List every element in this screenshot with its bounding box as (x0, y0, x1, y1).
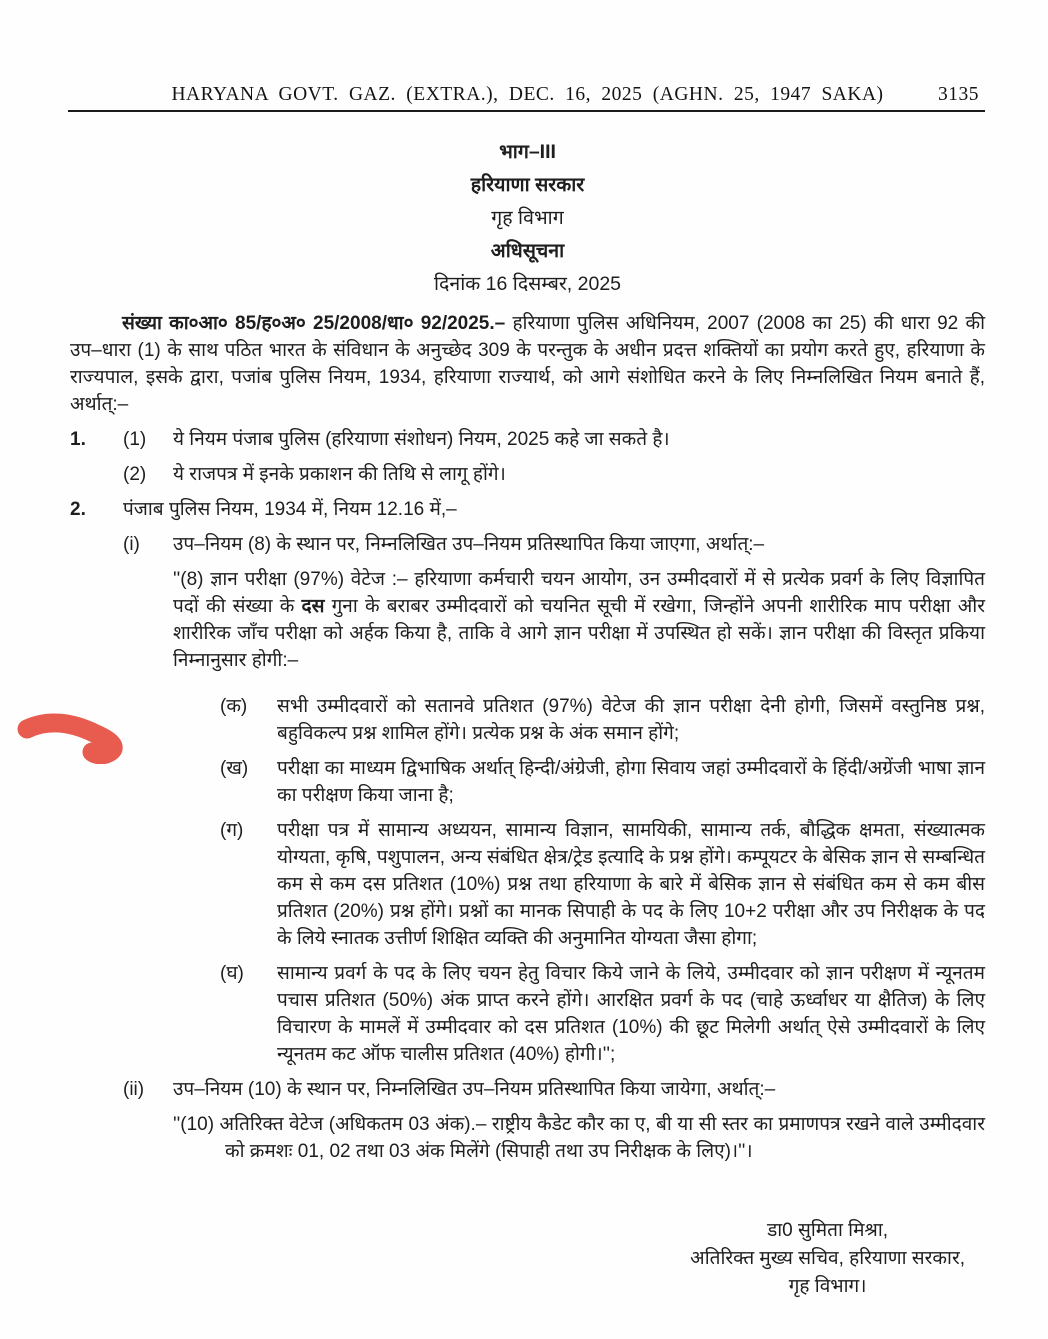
clause-ii-text: उप–नियम (10) के स्थान पर, निम्नलिखित उप–नियम प्रतिस्थापित किया जायेगा, अर्थात्:– (173, 1079, 776, 1100)
point-ga-text: परीक्षा पत्र में सामान्य अध्ययन, सामान्य विज्ञान, सामयिकी, सामान्य तर्क, बौद्धिक क्षमता, संख्यात्मक योग्यता, कृषि, पशुपालन, अन्य संबंधित क्षेत्र/ट्रेड इत्यादि के प्रश्न होंगे। कम्पूयटर के बेसिक ज्ञान से सम्बन्धित कम से कम दस प्रतिशत (10%) प्रश्न तथा हरियाणा के बारे में बेसिक ज्ञान से संबंधित कम से कम बीस प्रतिशत (20%) प्रश्न होंगे। प्रश्नों का मानक सिपाही के पद के लिए 10+2 परीक्षा और उप निरीक्षक के पद के लिये स्नातक उत्तीर्ण शिक्षित व्यक्ति की अनुमानित योग्यता जैसा होगा; (277, 820, 985, 949)
sub-rule-8-lead: ''(8) ज्ञान परीक्षा (97%) वेटेज :– हरियाणा कर्मचारी चयन आयोग, उन उम्मीदवारों में से प्रत्येक प्रवर्ग के लिए विज्ञापित पदों की संख्या के (173, 569, 985, 617)
intro-paragraph (70, 310, 985, 418)
rule-2-text: पंजाब पुलिस नियम, 1934 में, नियम 12.16 में,– (123, 499, 457, 520)
rule-1-number: 1. (70, 429, 86, 450)
point-kha-text: परीक्षा का माध्यम द्विभाषिक अर्थात् हिन्दी/अंग्रेजी, होगा सिवाय जहां उम्मीदवारों के हिंदी/अग्रेंजी भाषा ज्ञान का परीक्षण किया जाना है; (277, 758, 985, 806)
rule-1-sub-1-label: (1) (123, 429, 147, 450)
rule-2-clause-i (70, 531, 985, 558)
point-ga (70, 817, 985, 952)
sub-rule-10-text: अतिरिक्त वेटेज (अधिकतम 03 अंक).– राष्ट्रीय कैडेट कौर का ए, बी या सी स्तर का प्रमाणपत्र रखने वाले उम्मीदवार को क्रमशः 01, 02 तथा 03 अंक मिलेंगे (सिपाही तथा उप निरीक्षक के लिए)।''। (219, 1114, 986, 1162)
point-gha-label: (घ) (220, 963, 244, 984)
department-heading: गृह विभाग (491, 207, 564, 229)
rule-2 (70, 496, 985, 523)
document-headings (70, 142, 985, 294)
point-kha (70, 755, 985, 809)
clause-i-text: उप–नियम (8) के स्थान पर, निम्नलिखित उप–नियम प्रतिस्थापित किया जाएगा, अर्थात्:– (173, 534, 765, 555)
notification-heading: अधिसूचना (490, 240, 565, 262)
point-gha-text: सामान्य प्रवर्ग के पद के लिए चयन हेतु विचार किये जाने के लिये, उम्मीदवार को ज्ञान परीक्षण में न्यूनतम पचास प्रतिशत (50%) अंक प्राप्त करने होंगे। आरक्षित प्रवर्ग के पद (चाहे ऊर्ध्वाधर या क्षैतिज) के लिए विचारण के मामलें में उम्मीदवार को दस प्रतिशत (10%) की छूट मिलेगी अर्थात् ऐसे उम्मीदवारों के लिए न्यूनतम कट ऑफ चालीस प्रतिशत (40%) होगी।''; (277, 963, 985, 1065)
rule-1-sub-1 (70, 426, 985, 453)
rule-1-sub-2-text: ये राजपत्र में इनके प्रकाशन की तिथि से लागू होंगे। (173, 464, 506, 485)
notification-number: संख्या का०आ० 85/ह०अ० 25/2008/धा० 92/2025.– (122, 313, 506, 334)
point-ka-text: सभी उम्मीदवारों को सतानवे प्रतिशत (97%) वेटेज की ज्ञान परीक्षा देनी होगी, जिसमें वस्तुनिष्ठ प्रश्न, बहुविकल्प प्रश्न शामिल होंगे। प्रत्येक प्रश्न के अंक समान होंगे; (277, 696, 985, 744)
running-header (70, 0, 985, 106)
header-rule (68, 110, 985, 112)
signatory-name: डा0 सुमिता मिश्रा, (767, 1220, 889, 1241)
signatory-designation: अतिरिक्त मुख्य सचिव, हरियाणा सरकार, (690, 1248, 965, 1269)
part-heading: भाग–III (499, 141, 556, 163)
signature-block (70, 1217, 965, 1301)
point-ga-label: (ग) (220, 820, 244, 841)
gazette-title: HARYANA GOVT. GAZ. (EXTRA.), DEC. 16, 2025 (AGHN. 25, 1947 SAKA) (171, 84, 884, 105)
government-heading: हरियाणा सरकार (470, 174, 585, 196)
rule-2-number: 2. (70, 499, 86, 520)
point-gha (70, 960, 985, 1068)
intro-text: हरियाणा पुलिस अधिनियम, 2007 (2008 का 25) की धारा 92 की उप–धारा (1) के साथ पठित भारत के संविधान के अनुच्छेद 309 के परन्तुक के अधीन प्रदत्त शक्तियों का प्रयोग करते हुए, हरियाणा के राज्यपाल, इसके द्वारा, पजांब पुलिस नियम, 1934, हरियाणा राज्यार्थ, को आगे संशोधित करने के लिए निम्नलिखित नियम बनाते हैं, अर्थात्:– (70, 313, 985, 415)
rule-1-sub-2-label: (2) (123, 464, 147, 485)
sub-rule-8-paragraph (173, 566, 985, 674)
point-ka (70, 693, 985, 747)
clause-ii-label: (ii) (123, 1079, 145, 1100)
rule-1-sub-1-text: ये नियम पंजाब पुलिस (हरियाणा संशोधन) नियम, 2025 कहे जा सकते है। (173, 429, 670, 450)
sub-rule-10-paragraph (173, 1111, 985, 1165)
date-line: दिनांक 16 दिसम्बर, 2025 (433, 273, 622, 295)
clause-i-label: (i) (123, 534, 140, 555)
page-number: 3135 (938, 84, 979, 105)
sub-rule-10-label: ''(10) (173, 1114, 215, 1135)
signatory (690, 1217, 965, 1301)
point-kha-label: (ख) (220, 758, 249, 779)
notification-body (70, 310, 985, 1301)
rule-1-sub-2 (70, 461, 985, 488)
signatory-department: गृह विभाग। (788, 1276, 867, 1297)
sub-rule-8-tail: गुना के बराबर उम्मीदवारों को चयनित सूची में रखेगा, जिन्होंने अपनी शारीरिक माप परीक्षा और शारीरिक जाँच परीक्षा को अर्हक किया है, ताकि वे आगे ज्ञान परीक्षा में उपस्थित हो सकें। ज्ञान परीक्षा की विस्तृत प्रकिया निम्नानुसार होगी:– (173, 596, 985, 671)
sub-rule-8-bold-word: दस (301, 596, 325, 617)
point-ka-label: (क) (220, 696, 248, 717)
rule-2-clause-ii (70, 1076, 985, 1103)
